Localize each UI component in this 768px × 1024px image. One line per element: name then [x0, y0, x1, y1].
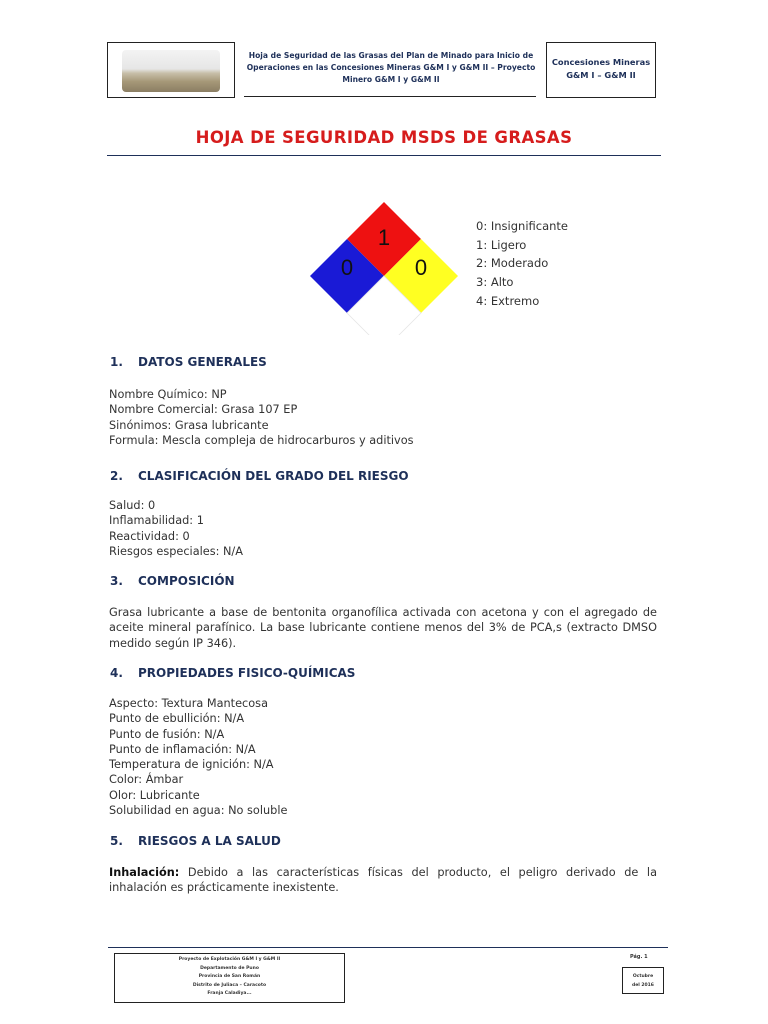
hazard-legend — [476, 217, 568, 311]
list-item: Riesgos especiales: N/A — [109, 544, 243, 558]
section-heading-composicion: 3. COMPOSICIÓN — [110, 574, 235, 588]
nfpa-diamond-icon — [310, 200, 460, 335]
section-heading-propiedades: 4. PROPIEDADES FISICO-QUÍMICAS — [110, 666, 356, 680]
inhalacion-label: Inhalación: — [109, 866, 180, 879]
list-item: Punto de inflamación: N/A — [109, 742, 256, 756]
composicion-paragraph: Grasa lubricante a base de bentonita organofílica activada con acetona y con el agregado de aceite mineral parafínico. La base lubricante contiene menos del 3% de PCA,s (extracto DMSO medido según IP 346). — [109, 606, 657, 650]
list-item: Punto de fusión: N/A — [109, 727, 225, 741]
page-number: Pág. 1 — [630, 954, 648, 960]
section-heading-riesgos: 5. RIESGOS A LA SALUD — [110, 834, 281, 848]
footer-line: Distrito de Juliaca – Caracoto — [192, 982, 267, 988]
footer-line: Proyecto de Explotación G&M I y G&M II — [178, 957, 281, 962]
list-item: Temperatura de ignición: N/A — [109, 758, 274, 772]
header-concession-box — [546, 42, 656, 98]
header-logo-box — [107, 42, 235, 98]
clasificacion-list — [109, 498, 243, 559]
nfpa-reactivity-value: 0 — [414, 255, 428, 280]
legend-item: 0: Insignificante — [476, 219, 568, 233]
inhalacion-text: Debido a las características físicas del producto, el peligro derivado de la inhalación es prácticamente inexistente. — [109, 866, 657, 895]
footer-date-box — [622, 967, 664, 994]
page-title: HOJA DE SEGURIDAD MSDS DE GRASAS — [195, 128, 573, 147]
datos-generales-list — [109, 387, 414, 448]
riesgos-paragraph — [109, 865, 657, 896]
header-concession-text: Concesiones Mineras G&M I – G&M II — [551, 57, 651, 80]
legend-item: 4: Extremo — [476, 293, 540, 308]
header-document-title: Hoja de Seguridad de las Grasas del Plan de Minado para Inicio de Operaciones en las Concesiones Mineras G&M I y G&M II – Proyecto Minero G&M I y G&M II — [246, 51, 536, 84]
legend-item: 3: Alto — [476, 275, 514, 290]
section-heading-datos-generales: 1. DATOS GENERALES — [110, 355, 267, 369]
list-item: Solubilidad en agua: No soluble — [109, 804, 288, 818]
footer-divider — [108, 947, 668, 948]
propiedades-list — [109, 696, 287, 818]
list-item: Aspecto: Textura Mantecosa — [109, 697, 268, 710]
list-item: Reactividad: 0 — [109, 529, 190, 543]
legend-item: 1: Ligero — [476, 237, 527, 252]
list-item: Inflamabilidad: 1 — [109, 514, 204, 528]
nfpa-health-value: 0 — [340, 255, 354, 280]
section-heading-clasificacion: 2. CLASIFICACIÓN DEL GRADO DEL RIESGO — [110, 469, 409, 483]
list-item: Nombre Comercial: Grasa 107 EP — [109, 403, 298, 417]
footer-line: Departamento de Puno — [200, 965, 259, 971]
list-item: Sinónimos: Grasa lubricante — [109, 418, 269, 432]
list-item: Color: Ámbar — [109, 773, 184, 787]
landscape-photo — [122, 50, 220, 92]
nfpa-flammability-value: 1 — [377, 225, 391, 250]
footer-line: Provincia de San Román — [198, 974, 261, 979]
header-divider — [244, 96, 536, 97]
list-item: Salud: 0 — [109, 499, 156, 512]
legend-item: 2: Moderado — [476, 256, 549, 271]
footer-project-box — [114, 953, 345, 1003]
list-item: Olor: Lubricante — [109, 788, 200, 802]
footer-date-year: del 2016 — [632, 983, 654, 988]
footer-date-month: Octubre — [632, 974, 654, 979]
list-item: Formula: Mescla compleja de hidrocarburos y aditivos — [109, 433, 414, 447]
list-item: Punto de ebullición: N/A — [109, 712, 245, 726]
title-underline — [107, 155, 661, 156]
list-item: Nombre Químico: NP — [109, 388, 227, 401]
footer-line: Franja Caladiya... — [207, 991, 252, 996]
